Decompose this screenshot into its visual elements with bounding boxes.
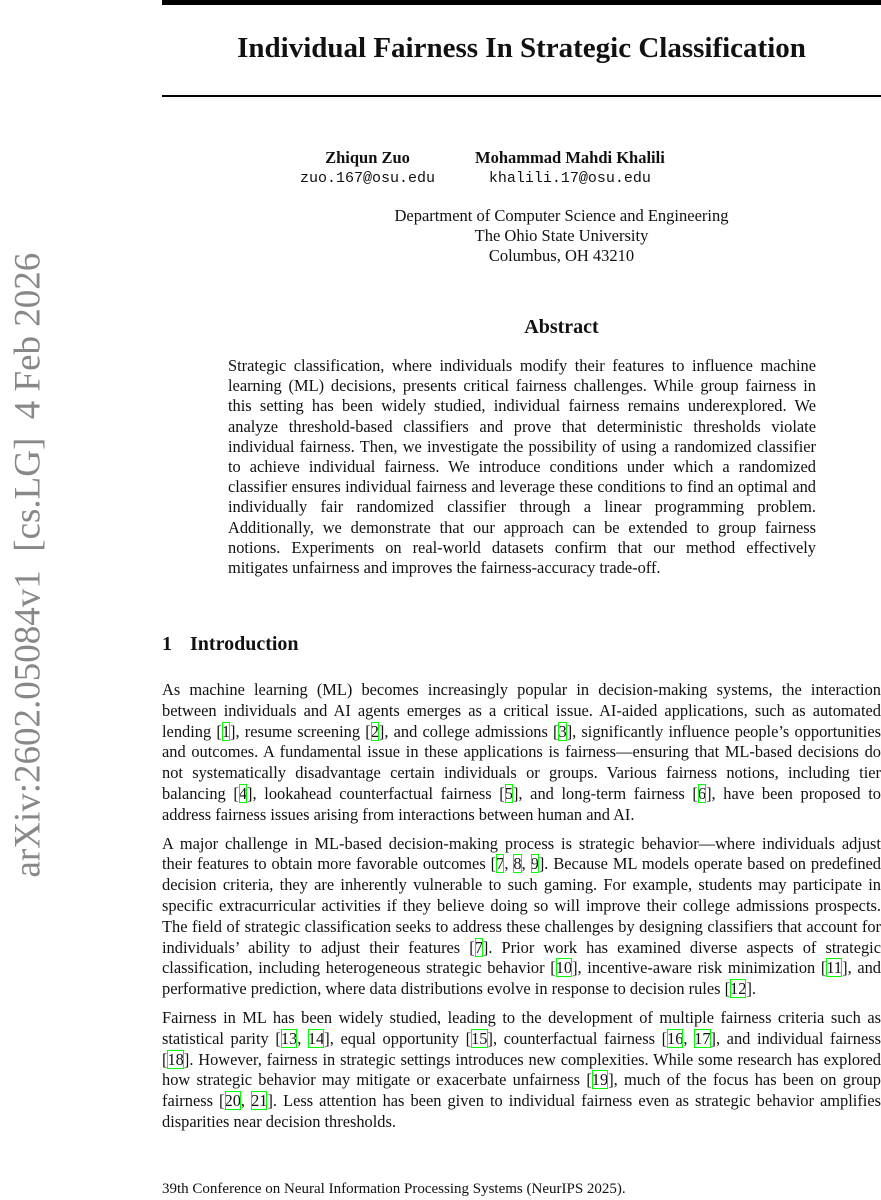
paragraph-text: ]. However, fairness in strategic settings introduces new complexities. While some research has explored how strategic behavior may mitigate or exacerbate unfairness [ — [162, 1049, 881, 1090]
citation-link[interactable]: 8 — [513, 854, 522, 874]
intro-paragraph — [162, 680, 881, 826]
paragraph-text: ], equal opportunity [ — [324, 1028, 472, 1048]
paragraph-text: As machine learning (ML) becomes increasingly popular in decision-making systems, the interaction between individuals and AI agents emerges as a critical issue. AI-aided applications, such as automated lending [ — [162, 680, 881, 741]
citation-link[interactable]: 20 — [224, 1091, 241, 1111]
author-name: Mohammad Mahdi Khalili — [475, 148, 665, 167]
citation-link[interactable]: 12 — [730, 979, 747, 999]
paragraph-text: ]. Prior work has examined diverse aspects of strategic classification, including heterogeneous strategic behavior [ — [162, 937, 881, 978]
citation-link[interactable]: 18 — [167, 1049, 184, 1069]
paragraph-text: ], and performative prediction, where data distributions evolve in response to decision rules [ — [162, 958, 881, 999]
paragraph-text: , — [504, 854, 514, 874]
paragraph-text: A major challenge in ML-based decision-making process is strategic behavior—where individuals adjust their features to obtain more favorable outcomes [ — [162, 833, 881, 874]
citation-link[interactable]: 7 — [496, 854, 505, 874]
paper-title: Individual Fairness In Strategic Classification — [237, 32, 806, 64]
paragraph-text: ], resume screening [ — [230, 721, 371, 741]
affiliation-univ: The Ohio State University — [474, 226, 649, 245]
author — [475, 148, 665, 187]
paragraph-text: ]. Because ML models operate based on predefined decision criteria, they are inherently vulnerable to such gaming. For example, students may participate in specific extracurricular activities if they believe doing so will improve their college admissions prospects. The field of strategic classification seeks to address these challenges by designing classifiers that account for individuals’ ability to adjust their features [ — [162, 854, 881, 957]
intro-paragraph — [162, 1008, 881, 1133]
top-rule — [162, 0, 881, 5]
section-title: Introduction — [190, 633, 299, 655]
paragraph-text: Fairness in ML has been widely studied, leading to the development of multiple fairness criteria such as statistical parity [ — [162, 1007, 881, 1048]
citation-link[interactable]: 17 — [694, 1028, 711, 1048]
citation-link[interactable]: 14 — [307, 1028, 325, 1048]
intro-paragraph — [162, 834, 881, 1000]
paragraph-text: ]. — [746, 979, 756, 999]
paragraph-text: ], have been proposed to address fairness issues arising from interactions between human and AI. — [162, 783, 881, 824]
paragraph-text: , — [297, 1028, 308, 1048]
paragraph-text: ], much of the focus has been on group fairness [ — [162, 1070, 881, 1111]
citation-link[interactable]: 4 — [238, 783, 248, 803]
conference-footer: 39th Conference on Neural Information Processing Systems (NeurIPS 2025). — [162, 1181, 626, 1197]
citation-link[interactable]: 1 — [221, 721, 231, 741]
citation-link[interactable]: 11 — [826, 958, 843, 978]
affiliation-city: Columbus, OH 43210 — [488, 246, 635, 265]
citation-link[interactable]: 21 — [251, 1091, 268, 1111]
paragraph-text: ], and college admissions [ — [378, 721, 559, 741]
citation-link[interactable]: 7 — [474, 937, 483, 957]
title-rule — [162, 95, 881, 97]
arxiv-identifier-stamp: arXiv:2602.05084v1 [cs.LG] 4 Feb 2026 — [7, 252, 49, 878]
affiliation-dept: Department of Computer Science and Engineering — [394, 206, 729, 225]
citation-link[interactable]: 3 — [558, 721, 567, 741]
paragraph-text: , — [521, 854, 531, 874]
paragraph-text: , — [683, 1028, 695, 1048]
introduction-body — [162, 680, 881, 1141]
paragraph-text: ]. Less attention has been given to individual fairness even as strategic behavior amplifies disparities near decision thresholds. — [162, 1091, 881, 1131]
section-number: 1 — [162, 633, 172, 655]
section-heading — [162, 633, 299, 656]
citation-link[interactable]: 2 — [370, 721, 379, 741]
citation-link[interactable]: 19 — [591, 1070, 609, 1090]
citation-link[interactable]: 6 — [697, 783, 707, 803]
author-email: zuo.167@osu.edu — [300, 170, 436, 187]
author-list — [300, 148, 665, 187]
citation-link[interactable]: 16 — [667, 1028, 684, 1048]
citation-link[interactable]: 5 — [504, 783, 513, 803]
paragraph-text: ], and individual fairness [ — [162, 1028, 881, 1069]
paragraph-text: ], counterfactual fairness [ — [487, 1028, 668, 1048]
paragraph-text: , — [240, 1091, 252, 1111]
paragraph-text: ], and long-term fairness [ — [512, 783, 698, 803]
paragraph-text: ], incentive-aware risk minimization [ — [572, 958, 827, 978]
affiliation — [162, 206, 881, 266]
paragraph-text: ], lookahead counterfactual fairness [ — [247, 783, 505, 803]
citation-link[interactable]: 15 — [471, 1028, 488, 1048]
citation-link[interactable]: 9 — [530, 854, 539, 874]
citation-link[interactable]: 13 — [280, 1028, 298, 1048]
paragraph-text: ], significantly influence people’s opportunities and outcomes. A fundamental issue in these applications is fairness—ensuring that ML-based decisions do not systematically disadvantage certain individuals or groups. Various fairness notions, including tier balancing [ — [162, 721, 881, 803]
author-name: Zhiqun Zuo — [325, 148, 410, 167]
citation-link[interactable]: 10 — [555, 958, 573, 978]
author-email: khalili.17@osu.edu — [488, 170, 651, 187]
abstract-text: Strategic classification, where individuals modify their features to influence machine learning (ML) decisions, presents critical fairness challenges. While group fairness in this setting has been widely studied, individual fairness remains underexplored. We analyze threshold-based classifiers and prove that deterministic thresholds violate individual fairness. Then, we investigate the possibility of using a randomized classifier to achieve individual fairness. We introduce conditions under which a randomized classifier ensures individual fairness and leverage these conditions to find an optimal and individually fair randomized classifier through a linear programming problem. Additionally, we demonstrate that our approach can be extended to group fairness notions. Experiments on real-world datasets confirm that our method effectively mitigates unfairness and improves the fairness-accuracy trade-off. — [228, 356, 816, 578]
author — [300, 148, 435, 187]
abstract-heading: Abstract — [524, 316, 599, 338]
